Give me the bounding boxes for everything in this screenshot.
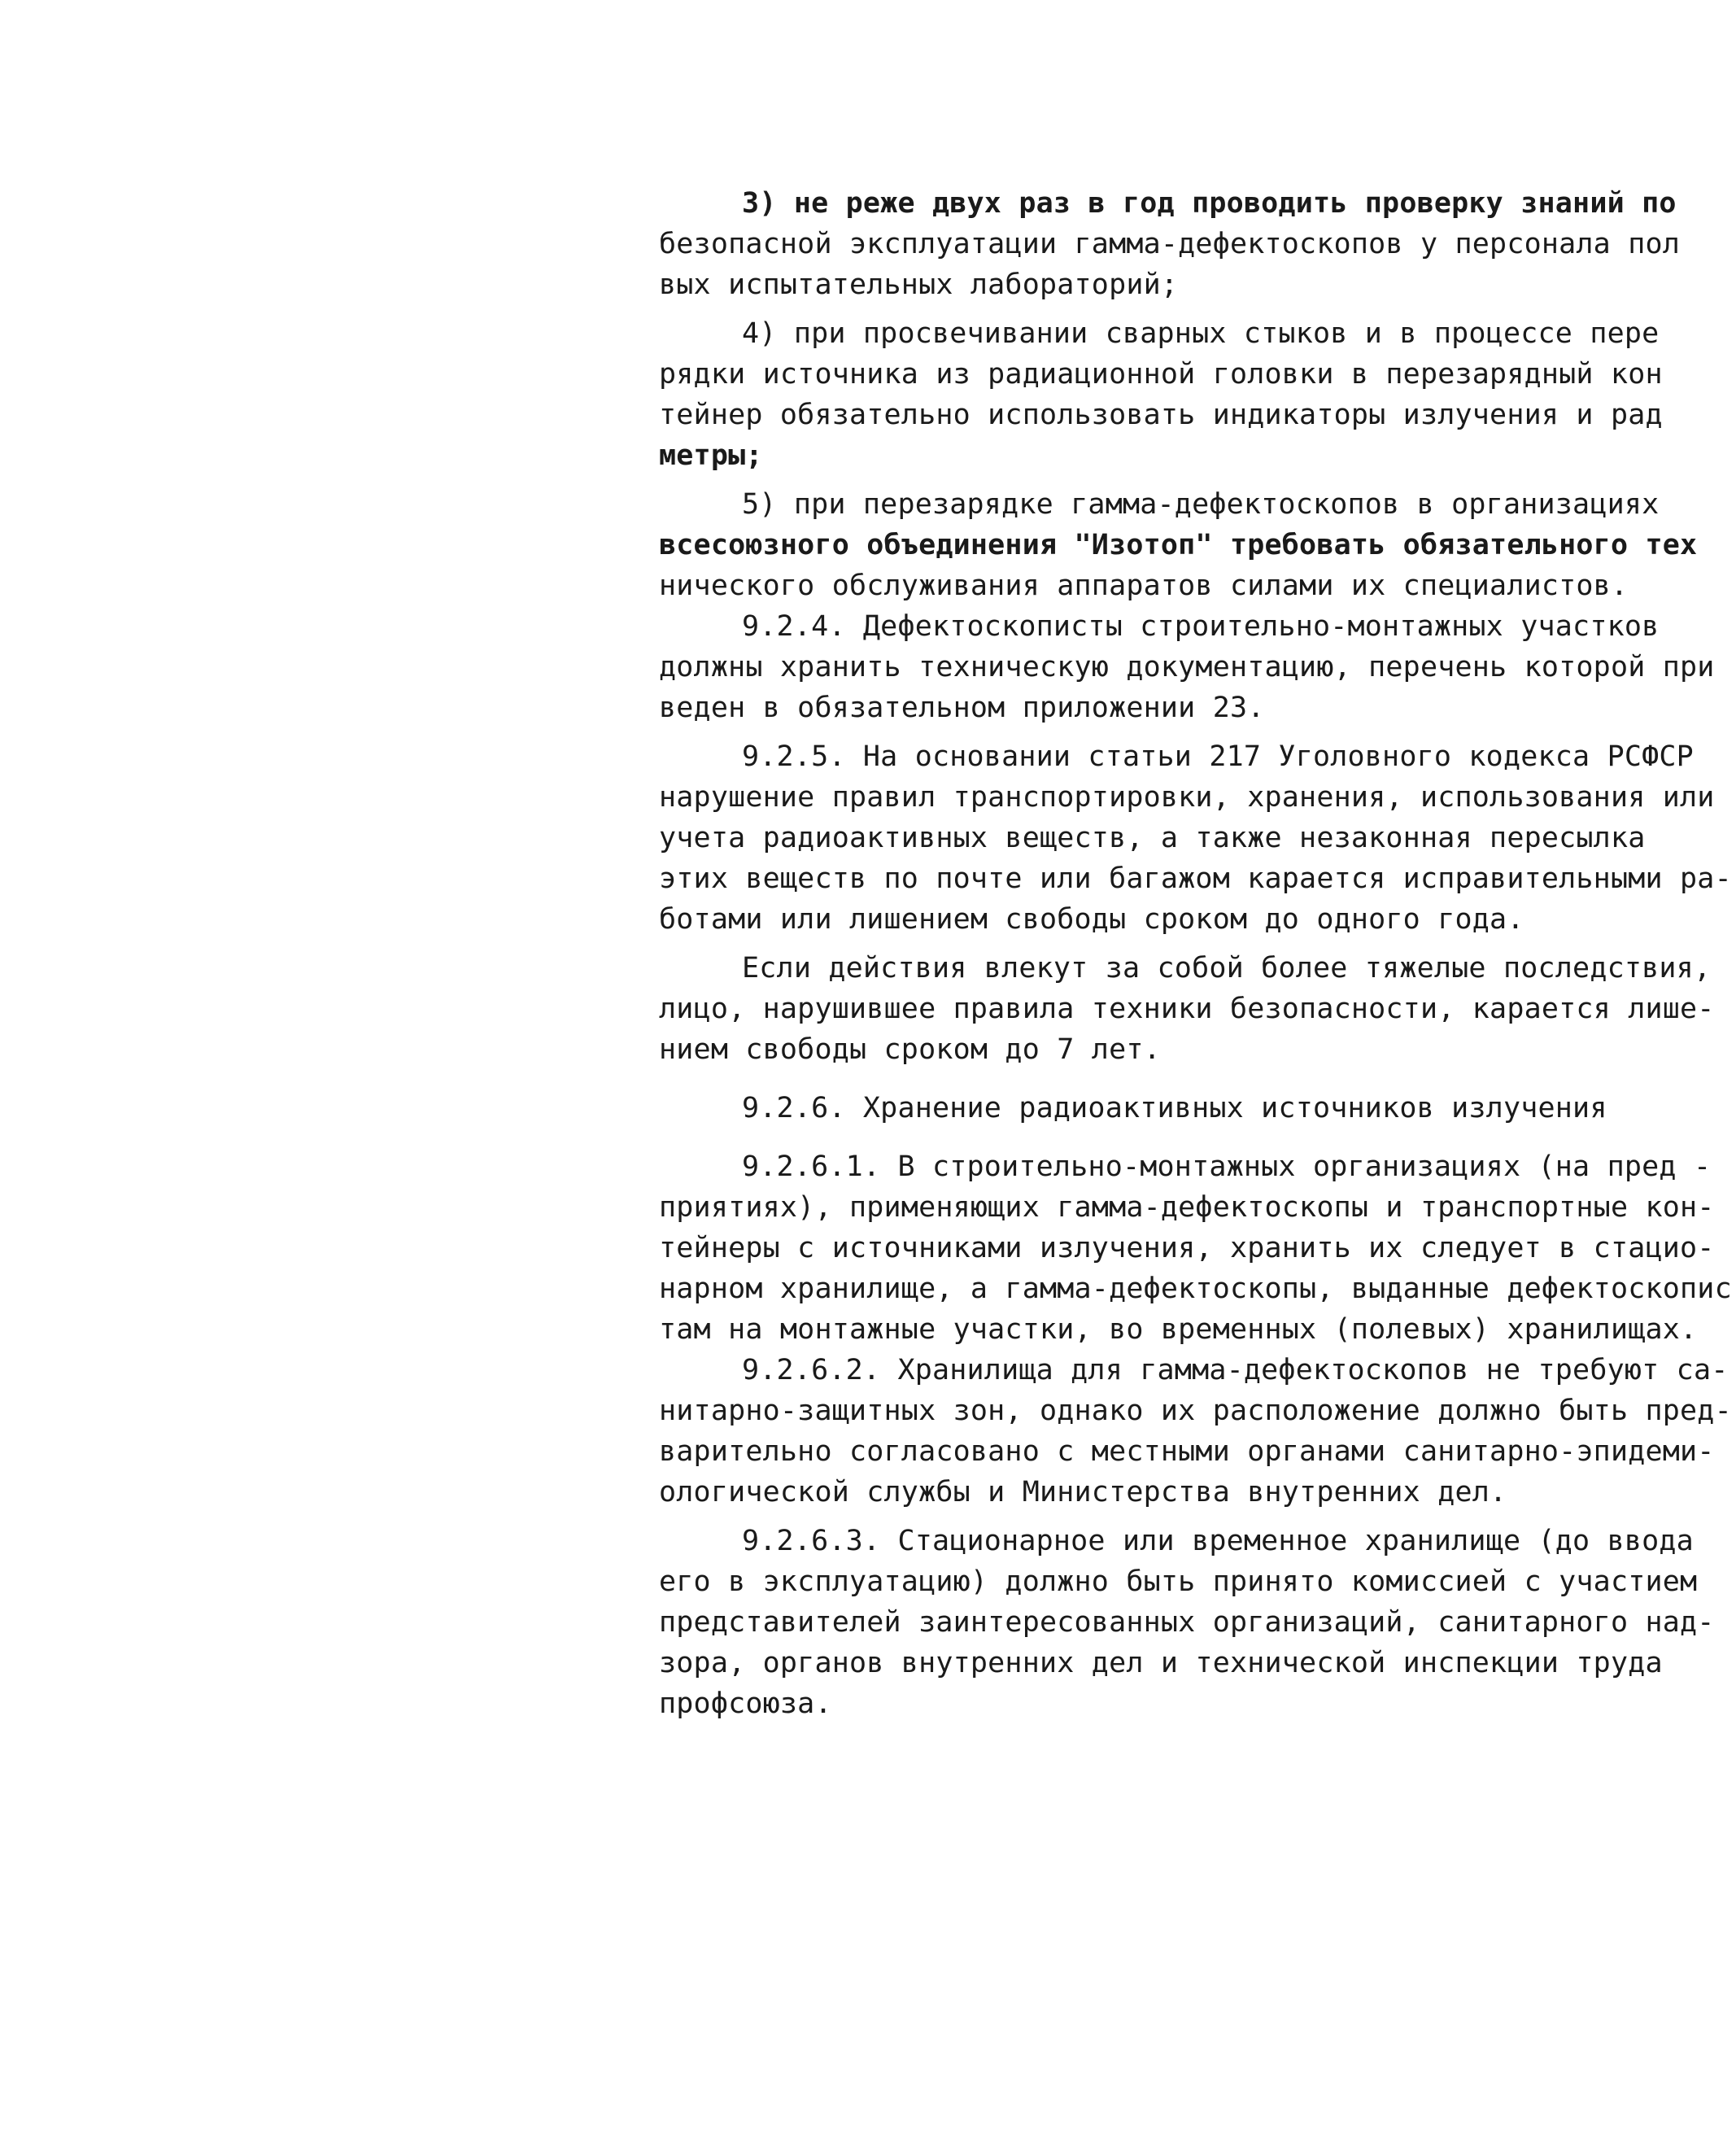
section-heading: 9.2.6. Хранение радиоактивных источников излучения [742, 1092, 1607, 1124]
text-line: зора, органов внутренних дел и технической инспекции труда [659, 1647, 1663, 1679]
text-line: тейнеры с источниками излучения, хранить их следует в стацио- [659, 1232, 1715, 1264]
text-line: ологической службы и Министерства внутренних дел. [659, 1476, 1507, 1508]
text-line: представителей заинтересованных организаций, санитарного над- [659, 1606, 1715, 1639]
text-line: этих веществ по почте или багажом карается исправительными ра- [659, 862, 1732, 895]
text-line: безопасной эксплуатации гамма-дефектоскопов у персонала пол [659, 228, 1681, 260]
text-line: всесоюзного объединения "Изотоп" требовать обязательного тех [659, 529, 1698, 561]
text-line: ботами или лишением свободы сроком до одного года. [659, 903, 1524, 936]
text-line: приятиях), применяющих гамма-дефектоскопы и транспортные кон- [659, 1191, 1715, 1224]
text-line: рядки источника из радиационной головки в перезарядный кон [659, 358, 1663, 391]
text-line: нарном хранилище, а гамма-дефектоскопы, выданные дефектоскопис [659, 1273, 1732, 1305]
text-line: 9.2.6.2. Хранилища для гамма-дефектоскопов не требуют са- [742, 1354, 1729, 1386]
text-line: Если действия влекут за собой более тяжелые последствия, [742, 952, 1712, 985]
text-line: 5) при перезарядке гамма-дефектоскопов в организациях [742, 488, 1660, 521]
text-line: его в эксплуатацию) должно быть принято комиссией с участием [659, 1565, 1698, 1598]
text-line: учета радиоактивных веществ, а также незаконная пересылка [659, 822, 1646, 854]
text-line: профсоюза. [659, 1687, 832, 1720]
text-line: там на монтажные участки, во временных (полевых) хранилищах. [659, 1313, 1698, 1346]
text-line: 9.2.4. Дефектоскописты строительно-монтажных участков [742, 610, 1660, 643]
text-line: вых испытательных лабораторий; [659, 269, 1179, 301]
text-line: 9.2.5. На основании статьи 217 Уголовного кодекса РСФСР [742, 740, 1694, 773]
text-line: 9.2.6.1. В строительно-монтажных организациях (на пред - [742, 1150, 1712, 1183]
text-line: метры; [659, 439, 763, 472]
text-line: варительно согласовано с местными органами санитарно-эпидеми- [659, 1435, 1715, 1468]
text-line: нием свободы сроком до 7 лет. [659, 1033, 1161, 1066]
text-line: 9.2.6.3. Стационарное или временное хранилище (до ввода [742, 1525, 1694, 1557]
text-line: должны хранить техническую документацию, перечень которой при [659, 651, 1715, 683]
text-line: нитарно-защитных зон, однако их расположение должно быть пред- [659, 1395, 1732, 1427]
text-line: веден в обязательном приложении 23. [659, 692, 1265, 724]
text-line: лицо, нарушившее правила техники безопасности, карается лише- [659, 993, 1715, 1025]
text-line: нического обслуживания аппаратов силами их специалистов. [659, 570, 1629, 602]
text-line: 3) не реже двух раз в год проводить проверку знаний по [742, 187, 1677, 220]
text-line: нарушение правил транспортировки, хранения, использования или [659, 781, 1715, 814]
text-line: 4) при просвечивании сварных стыков и в процессе пере [742, 317, 1660, 350]
text-line: тейнер обязательно использовать индикаторы излучения и рад [659, 399, 1663, 431]
document-text [659, 183, 1732, 1724]
